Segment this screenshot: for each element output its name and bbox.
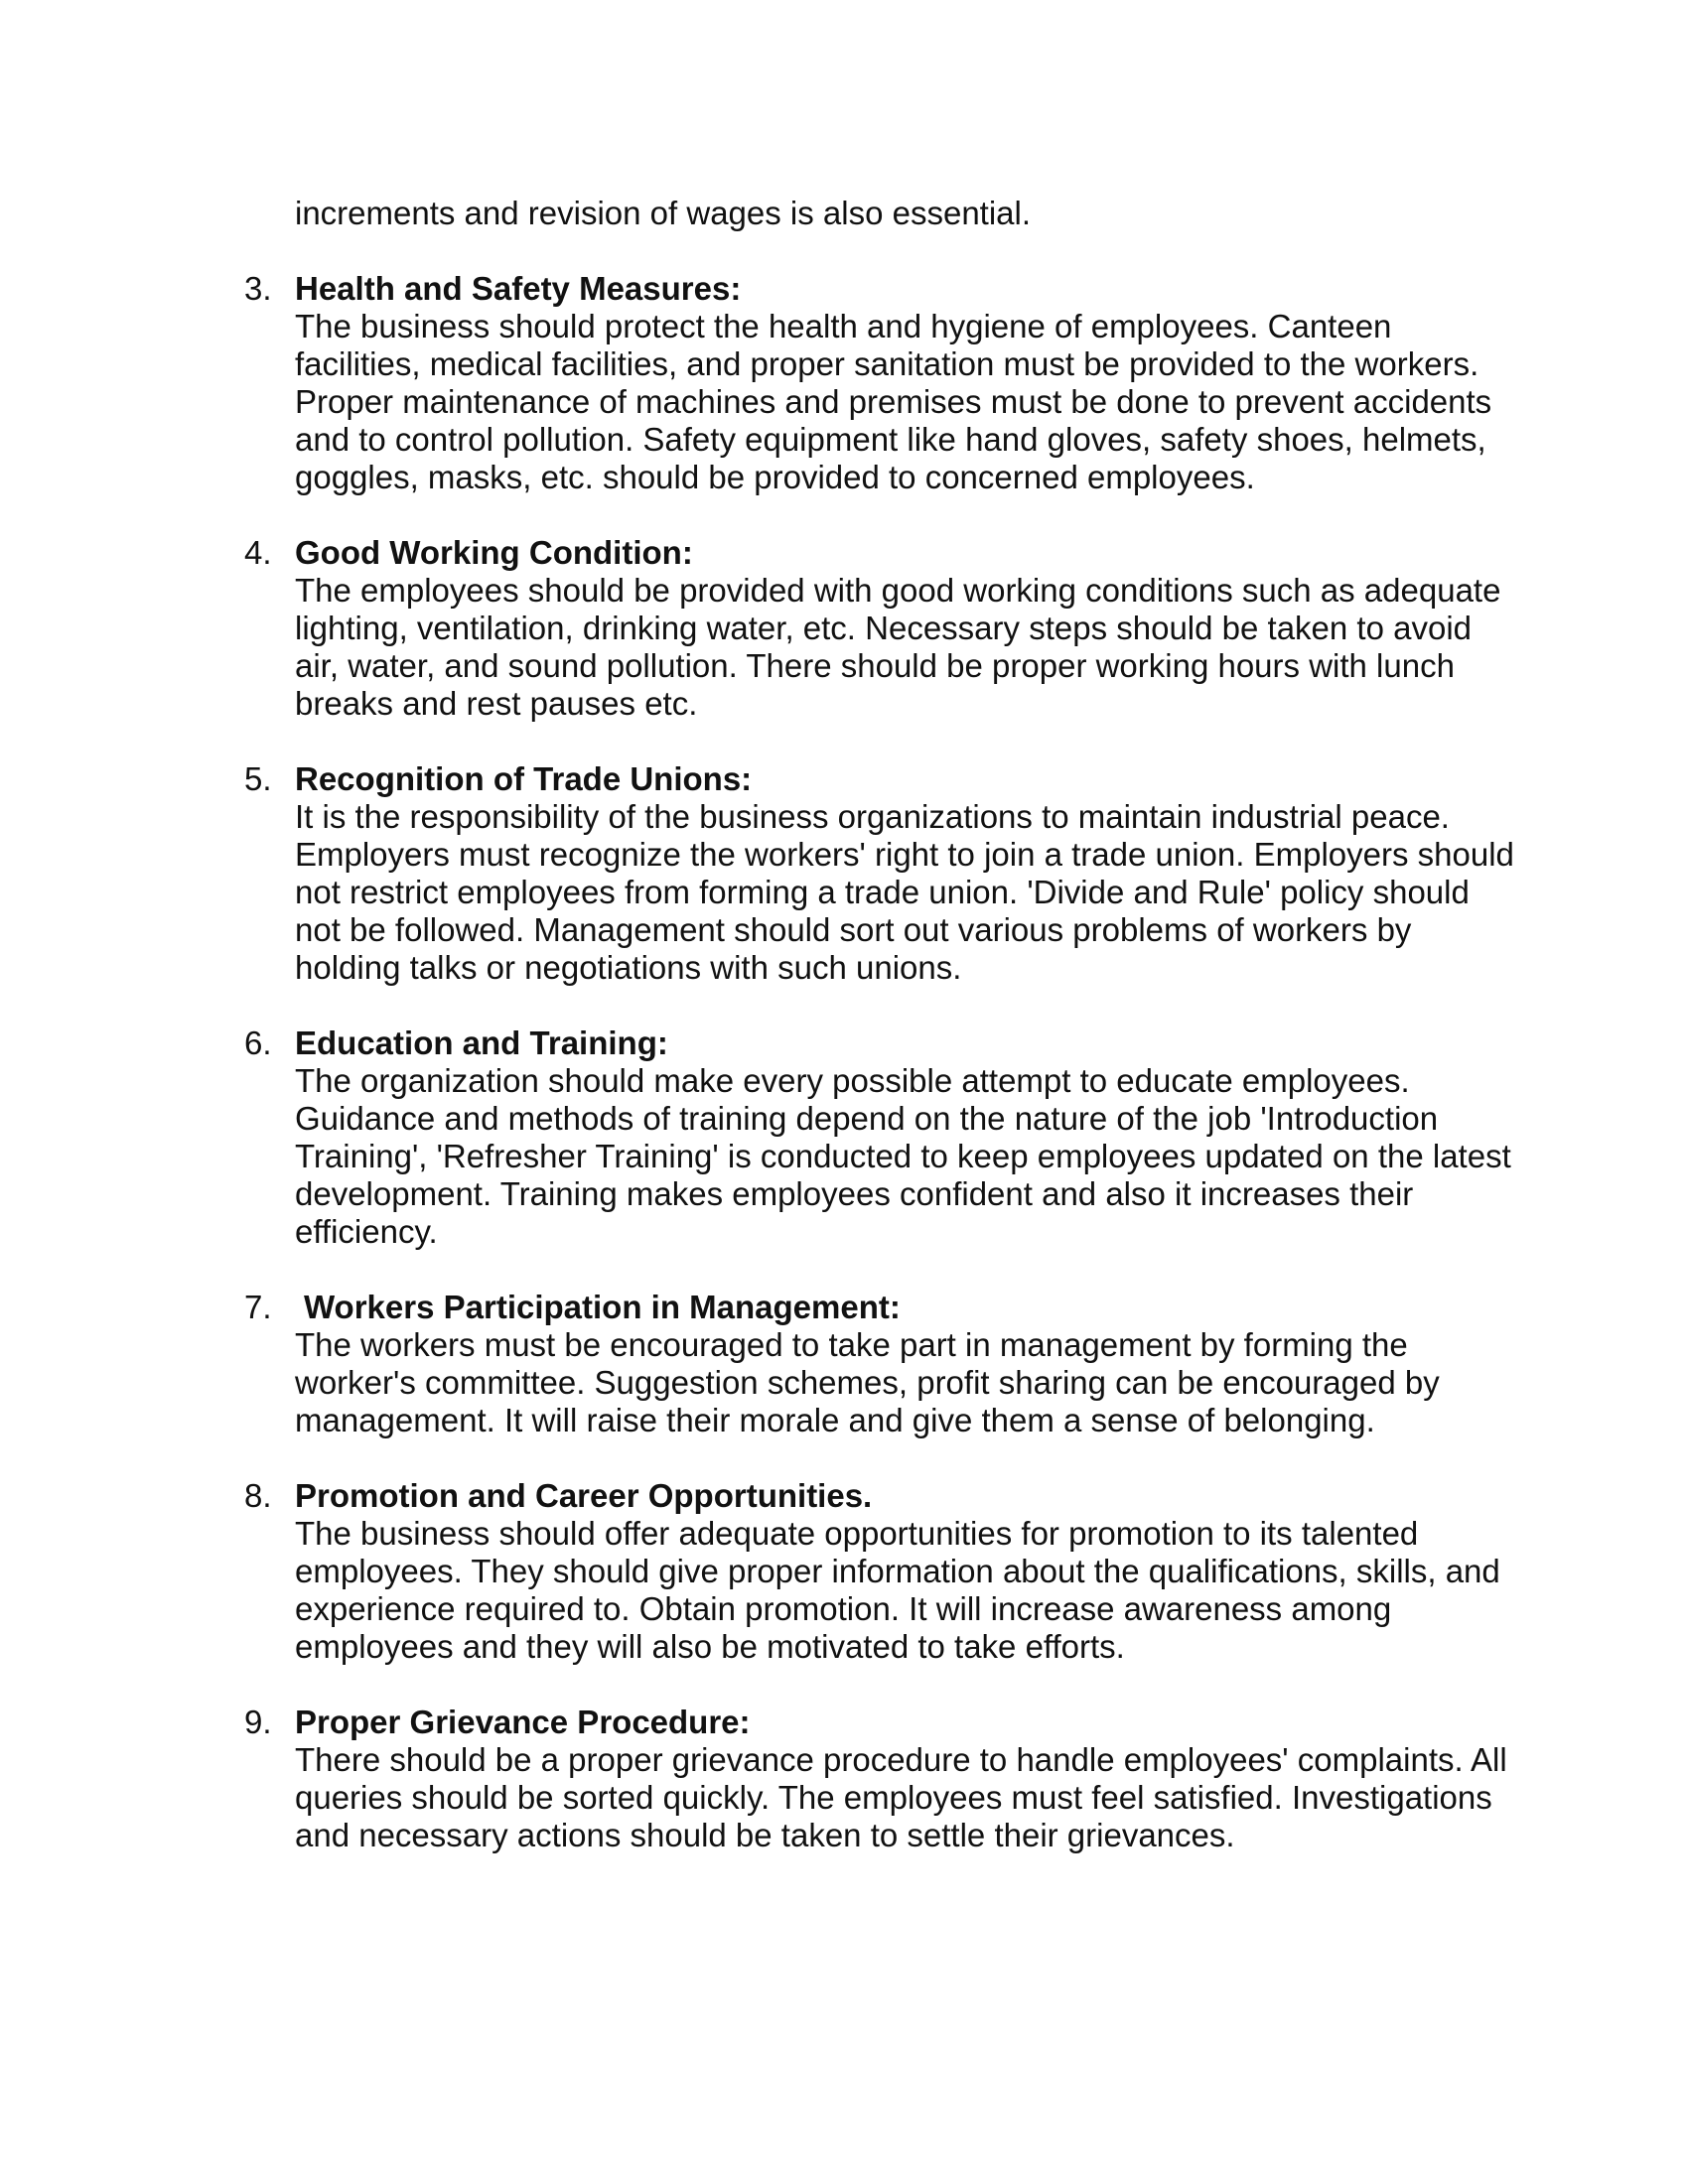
list-item-working-condition bbox=[244, 534, 1525, 723]
list-item-grievance-procedure bbox=[244, 1704, 1525, 1854]
item-body-text: The organization should make every possible attempt to educate employees. Guidance and methods of training depend on the nature of the job 'Introduction Training', 'Refresher Training' is conducted to keep employees updated on the latest development. Training makes employees confident and also it increases their efficiency. bbox=[295, 1062, 1511, 1250]
item-number: 3. bbox=[244, 270, 272, 307]
item-body-text: The business should protect the health and hygiene of employees. Canteen facilities, medical facilities, and proper sanitation must be provided to the workers. Proper maintenance of machines and premises must be done to prevent accidents and to control pollution. Safety equipment like hand gloves, safety shoes, helmets, goggles, masks, etc. should be provided to concerned employees. bbox=[295, 308, 1492, 495]
list-item-trade-unions bbox=[244, 760, 1525, 987]
item-heading: Promotion and Career Opportunities. bbox=[295, 1477, 873, 1514]
list-item-education-training bbox=[244, 1024, 1525, 1251]
item-heading: Proper Grievance Procedure: bbox=[295, 1704, 751, 1740]
item-number: 7. bbox=[244, 1289, 272, 1325]
numbered-list bbox=[244, 270, 1525, 1892]
item-number: 8. bbox=[244, 1477, 272, 1514]
item-body-text: It is the responsibility of the business organizations to maintain industrial peace. Employers must recognize the workers' right to join a trade union. Employers should not restrict employees from forming a trade union. 'Divide and Rule' policy should not be followed. Management should sort out various problems of workers by holding talks or negotiations with such unions. bbox=[295, 798, 1514, 986]
item-number: 9. bbox=[244, 1704, 272, 1740]
item-body-text: There should be a proper grievance procedure to handle employees' complaints. All queries should be sorted quickly. The employees must feel satisfied. Investigations and necessary actions should be taken to settle their grievances. bbox=[295, 1741, 1507, 1853]
item-heading: Recognition of Trade Unions: bbox=[295, 760, 753, 797]
item-number: 5. bbox=[244, 760, 272, 797]
item-heading: Workers Participation in Management: bbox=[304, 1289, 901, 1325]
item-heading: Health and Safety Measures: bbox=[295, 270, 742, 307]
item-body-text: The employees should be provided with good working conditions such as adequate lighting, ventilation, drinking water, etc. Necessary steps should be taken to avoid air, water, and sound pollution. There should be proper working hours with lunch breaks and rest pauses etc. bbox=[295, 572, 1501, 722]
continuation-paragraph: increments and revision of wages is also essential. bbox=[295, 195, 1032, 231]
list-item-workers-participation bbox=[244, 1289, 1525, 1439]
item-number: 4. bbox=[244, 534, 272, 571]
item-body-text: The business should offer adequate opportunities for promotion to its talented employees. They should give proper information about the qualifications, skills, and experience required to. Obtain promotion. It will increase awareness among employees and they will also be motivated to take efforts. bbox=[295, 1515, 1500, 1665]
item-heading: Good Working Condition: bbox=[295, 534, 693, 571]
list-item-promotion-career bbox=[244, 1477, 1525, 1666]
item-number: 6. bbox=[244, 1024, 272, 1061]
item-heading: Education and Training: bbox=[295, 1024, 668, 1061]
item-body-text: The workers must be encouraged to take part in management by forming the worker's committee. Suggestion schemes, profit sharing can be encouraged by management. It will raise their morale and give them a sense of belonging. bbox=[295, 1326, 1440, 1438]
list-item-health-safety bbox=[244, 270, 1525, 496]
